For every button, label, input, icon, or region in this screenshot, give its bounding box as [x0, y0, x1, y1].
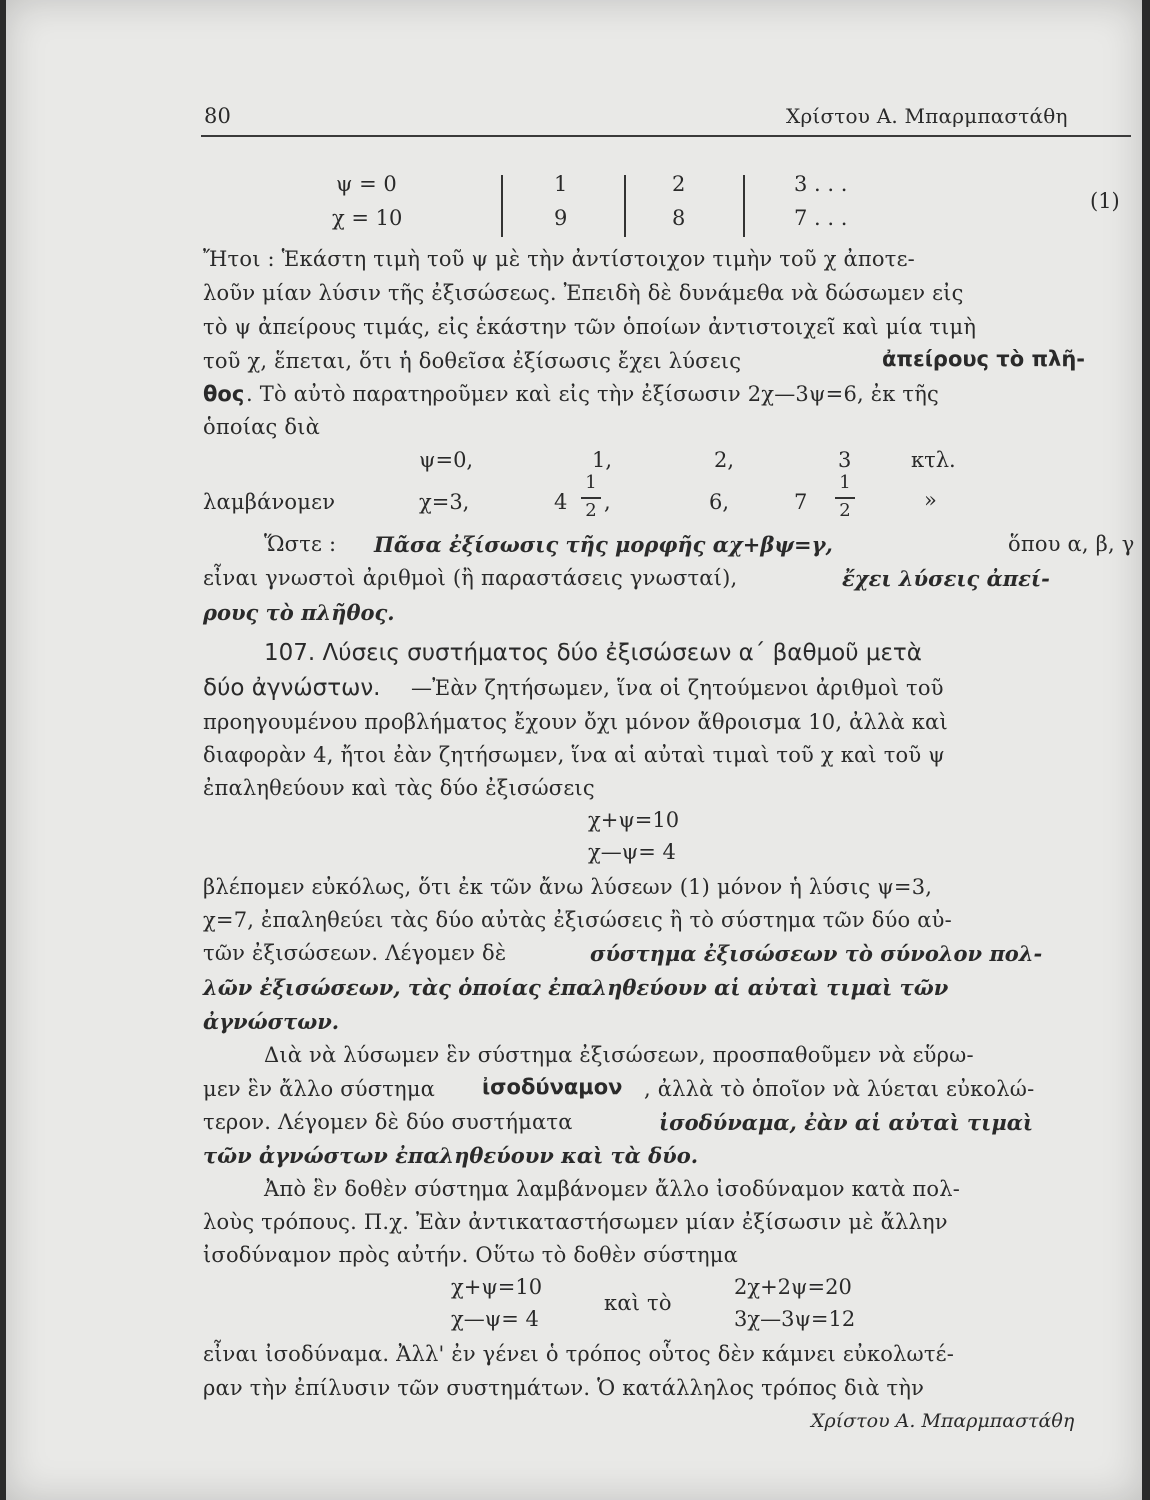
fraction-numerator: 1 [839, 472, 851, 493]
paragraph-line: ἰσοδύναμον πρὸς αὐτήν. Οὕτω τὸ δοθὲν σύστημα [203, 1243, 739, 1267]
paragraph-line: Διὰ νὰ λύσωμεν ἓν σύστημα ἐξισώσεων, προσπαθοῦμεν νὰ εὕρω- [264, 1043, 974, 1067]
definition-text: ἰσοδύναμα, ἐὰν αἱ αὐταὶ τιμαὶ [659, 1110, 1034, 1135]
table2-psi-label: ψ=0, [419, 448, 474, 472]
connector-text: καὶ τὸ [604, 1291, 672, 1315]
table2-chi-label: χ=3, [419, 490, 470, 514]
paragraph-line: χ=7, ἐπαληθεύει τὰς δύο αὐτὰς ἐξισώσεις ἢ τὸ σύστημα τῶν δύο αὐ- [203, 908, 952, 932]
mixed-fraction-whole: 4 [554, 490, 568, 514]
table2-psi-val: 3 [838, 448, 852, 472]
paragraph-line: διαφορὰν 4, ἤτοι ἐὰν ζητήσωμεν, ἵνα αἱ αὐταὶ τιμαὶ τοῦ χ καὶ τοῦ ψ [203, 743, 945, 767]
definition-text: ἀγνώστων. [203, 1009, 340, 1034]
paragraph-line: τῶν ἐξισώσεων. Λέγομεν δὲ [203, 941, 507, 965]
paragraph-line: τοῦ χ, ἕπεται, ὅτι ἡ δοθεῖσα ἐξίσωσις ἔχει λύσεις [203, 349, 742, 373]
paragraph-line: εἶναι γνωστοὶ ἀριθμοὶ (ἢ παραστάσεις γνωσταί), [203, 566, 738, 590]
table1-psi-val: 3 . . . [794, 172, 848, 196]
table1-psi-val: 1 [554, 172, 568, 196]
equation-label: (1) [1090, 189, 1120, 213]
table2-chi-val: 6, [709, 490, 730, 514]
paragraph-line: Ἀπὸ ἓν δοθὲν σύστημα λαμβάνομεν ἄλλο ἰσοδύναμον κατὰ πολ- [264, 1177, 961, 1201]
paragraph-line: , ἀλλὰ τὸ ὁποῖον νὰ λύεται εὐκολώ- [644, 1077, 1035, 1101]
paragraph-line: ὅπου α, β, γ [1008, 532, 1135, 556]
running-title: Χρίστου Α. Μπαρμπαστάθη [786, 104, 1068, 128]
definition-text: τῶν ἀγνώστων ἐπαληθεύουν καὶ τὰ δύο. [203, 1143, 699, 1168]
table1-chi-val: 7 . . . [794, 206, 848, 230]
table1-chi-val: 8 [672, 206, 686, 230]
paragraph-line: τερον. Λέγομεν δὲ δύο συστήματα [203, 1110, 573, 1134]
emphasis-text: ἰσοδύναμον [482, 1075, 623, 1099]
system-equation: χ+ψ=10 [588, 808, 680, 832]
paragraph-line: λοὺς τρόπους. Π.χ. Ἐὰν ἀντικαταστήσωμεν μίαν ἐξίσωσιν μὲ ἄλλην [203, 1210, 948, 1234]
section-heading: δύο ἀγνώστων. [203, 675, 381, 701]
mixed-fraction-whole: 7 [794, 490, 808, 514]
table1-psi-val: 2 [672, 172, 686, 196]
paragraph-line: προηγουμένου προβλήματος ἔχουν ὄχι μόνον ἄθροισμα 10, ἀλλὰ καὶ [203, 710, 948, 734]
paragraph-line: Ἤτοι : Ἑκάστη τιμὴ τοῦ ψ μὲ τὴν ἀντίστοιχον τιμὴν τοῦ χ ἀποτε- [203, 247, 915, 271]
fraction-numerator: 1 [585, 472, 597, 493]
footer-signature: Χρίστου Α. Μπαρμπαστάθη [811, 1410, 1075, 1432]
table1-chi-val: 9 [554, 206, 568, 230]
table2-psi-val: 1, [592, 448, 613, 472]
system-equation: χ—ψ= 4 [588, 840, 676, 864]
system-equation: χ—ψ= 4 [451, 1307, 539, 1331]
fraction-bar [835, 497, 855, 499]
fraction-denominator: 2 [839, 500, 851, 521]
header-rule [201, 135, 1131, 137]
fraction-denominator: 2 [585, 500, 597, 521]
table1-divider-3 [743, 175, 745, 237]
theorem-text: Πᾶσα ἐξίσωσις τῆς μορφῆς αχ+βψ=γ, [374, 532, 833, 557]
paragraph-line: μεν ἓν ἄλλο σύστημα [203, 1077, 436, 1101]
page-number: 80 [204, 104, 232, 128]
emphasis-text: ἀπείρους τὸ πλῆ- [882, 347, 1086, 371]
paragraph-line: ὁποίας διὰ [203, 415, 320, 439]
paragraph-line: ἐπαληθεύουν καὶ τὰς δύο ἐξισώσεις [203, 776, 595, 800]
table1-chi-label: χ = 10 [332, 206, 403, 230]
theorem-text: ἔχει λύσεις ἀπεί- [842, 566, 1050, 591]
paragraph-line: εἶναι ἰσοδύναμα. Ἀλλ' ἐν γένει ὁ τρόπος οὗτος δὲν κάμνει εὐκολωτέ- [203, 1342, 955, 1366]
system-equation: 3χ—3ψ=12 [734, 1307, 856, 1331]
theorem-text: ρους τὸ πλῆθος. [203, 600, 395, 625]
emphasis-text: θος [203, 382, 245, 406]
table1-divider-1 [501, 175, 503, 237]
page-sheet: 80 Χρίστου Α. Μπαρμπαστάθη ψ = 0 χ = 10 1 2 3 . . . 9 8 7 . . . (1) Ἤτοι : Ἑκάστη τιμὴ τοῦ ψ μὲ τὴν ἀντίστοιχον τιμὴν τοῦ χ ἀποτε- λοῦν μίαν λύσιν τῆς ἐξισώσεως. Ἐπειδὴ δὲ δυνάμεθα νὰ δώσωμεν εἰς τὸ ψ ἀπείρους τιμάς, εἰς ἑκάστην τῶν ὁποίων ἀντιστοιχεῖ καὶ μία τιμὴ τοῦ χ, ἕπεται, ὅτι ἡ δοθεῖσα ἐξίσωσις ἔχει λύσεις ἀπείρους τὸ πλῆ- θος . Τὸ αὐτὸ παρατηροῦμεν καὶ εἰς τὴν ἐξίσωσιν 2χ—3ψ=6, ἐκ τῆς ὁποίας διὰ ψ=0, 1, 2, 3 κτλ. λαμβάνομεν χ=3, 4 1 2 , 6, 7 1 2 » Ὥστε : Πᾶσα ἐξίσωσις τῆς μορφῆς αχ+βψ=γ, ὅπου α, β, γ εἶναι γνωστοὶ ἀριθμοὶ (ἢ παραστάσεις γνωσταί), ἔχει λύσεις ἀπεί- ρους τὸ πλῆθος. 107. Λύσεις συστήματος δύο ἐξισώσεων α΄ βαθμοῦ μετὰ δύο ἀγνώστων. —Ἐὰν ζητήσωμεν, ἵνα οἱ ζητούμενοι ἀριθμοὶ τοῦ προηγουμένου προβλήματος ἔχουν ὄχι μόνον ἄθροισμα 10, ἀλλὰ καὶ διαφορὰν 4, ἤτοι ἐὰν ζητήσωμεν, ἵνα αἱ αὐταὶ τιμαὶ τοῦ χ καὶ τοῦ ψ ἐπαληθεύουν καὶ τὰς δύο ἐξισώσεις χ+ψ=10 χ—ψ= 4 βλέπομεν εὐκόλως, ὅτι ἐκ τῶν ἄνω λύσεων (1) μόνον ἡ λύσις ψ=3, χ=7, ἐπαληθεύει τὰς δύο αὐτὰς ἐξισώσεις ἢ τὸ σύστημα τῶν δύο αὐ- τῶν ἐξισώσεων. Λέγομεν δὲ σύστημα ἐξισώσεων τὸ σύνολον πολ- λῶν ἐξισώσεων, τὰς ὁποίας ἐπαληθεύουν αἱ αὐταὶ τιμαὶ τῶν ἀγνώστων. Διὰ νὰ λύσωμεν ἓν σύστημα ἐξισώσεων, προσπαθοῦμεν νὰ εὕρω- μεν ἓν ἄλλο σύστημα ἰσοδύναμον , ἀλλὰ τὸ ὁποῖον νὰ λύεται εὐκολώ- τερον. Λέγομεν δὲ δύο συστήματα ἰσοδύναμα, ἐὰν αἱ αὐταὶ τιμαὶ τῶν ἀγνώστων ἐπαληθεύουν καὶ τὰ δύο. Ἀπὸ ἓν δοθὲν σύστημα λαμβάνομεν ἄλλο ἰσοδύναμον κατὰ πολ- λοὺς τρόπους. Π.χ. Ἐὰν ἀντικαταστήσωμεν μίαν ἐξίσωσιν μὲ ἄλλην ἰσοδύναμον πρὸς αὐτήν. Οὕτω τὸ δοθὲν σύστημα χ+ψ=10 χ—ψ= 4 καὶ τὸ 2χ+2ψ=20 3χ—3ψ=12 εἶναι ἰσοδύναμα. Ἀλλ' ἐν γένει ὁ τρόπος οὗτος δὲν κάμνει εὐκολωτέ- ραν τὴν ἐπίλυσιν τῶν συστημάτων. Ὁ κατάλληλος τρόπος διὰ τὴν Χρίστου Α. Μπαρμπαστάθη [6, 0, 1142, 1500]
definition-text: λῶν ἐξισώσεων, τὰς ὁποίας ἐπαληθεύουν αἱ αὐταὶ τιμαὶ τῶν [203, 975, 949, 1000]
paragraph-line: . Τὸ αὐτὸ παρατηροῦμεν καὶ εἰς τὴν ἐξίσωσιν 2χ—3ψ=6, ἐκ τῆς [246, 382, 939, 406]
ditto-mark: » [924, 488, 937, 512]
table1-psi-label: ψ = 0 [336, 172, 397, 196]
table2-psi-val: 2, [714, 448, 735, 472]
paragraph-line: Ὥστε : [264, 532, 337, 556]
paragraph-line: τὸ ψ ἀπείρους τιμάς, εἰς ἑκάστην τῶν ὁποίων ἀντιστοιχεῖ καὶ μία τιμὴ [203, 315, 977, 339]
paragraph-line: βλέπομεν εὐκόλως, ὅτι ἐκ τῶν ἄνω λύσεων (1) μόνον ἡ λύσις ψ=3, [203, 875, 933, 899]
section-heading: 107. Λύσεις συστήματος δύο ἐξισώσεων α΄ βαθμοῦ μετὰ [264, 640, 922, 666]
table2-lambanomen: λαμβάνομεν [203, 490, 336, 514]
system-equation: χ+ψ=10 [451, 1275, 543, 1299]
definition-text: σύστημα ἐξισώσεων τὸ σύνολον πολ- [590, 941, 1043, 966]
table2-ktl: κτλ. [911, 448, 956, 472]
paragraph-line: —Ἐὰν ζητήσωμεν, ἵνα οἱ ζητούμενοι ἀριθμοὶ τοῦ [411, 676, 944, 700]
fraction-bar [581, 497, 601, 499]
system-equation: 2χ+2ψ=20 [734, 1275, 852, 1299]
table1-divider-2 [624, 175, 626, 237]
paragraph-line: ραν τὴν ἐπίλυσιν τῶν συστημάτων. Ὁ κατάλληλος τρόπος διὰ τὴν [203, 1376, 925, 1400]
paragraph-line: λοῦν μίαν λύσιν τῆς ἐξισώσεως. Ἐπειδὴ δὲ δυνάμεθα νὰ δώσωμεν εἰς [203, 281, 964, 305]
